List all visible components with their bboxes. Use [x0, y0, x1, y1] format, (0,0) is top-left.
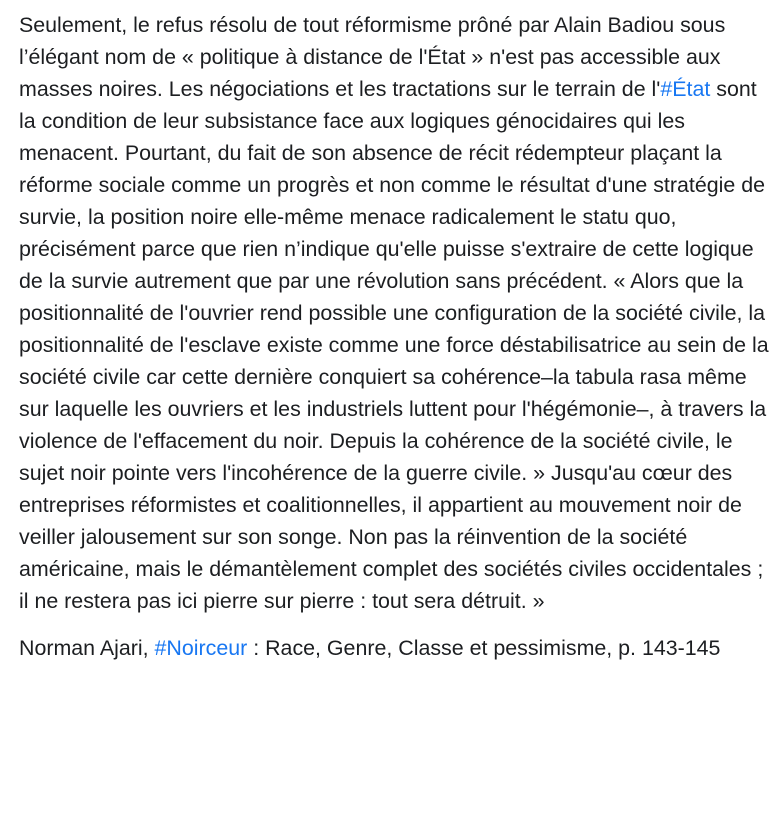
citation-paragraph	[19, 632, 770, 664]
quote-text-before-hashtag: Seulement, le refus résolu de tout réformisme prôné par Alain Badiou sous l’élégant nom de « politique à distance de l'État » n'est pas accessible aux masses noires. Les négociations et les tractations sur le terrain de l'	[19, 13, 732, 101]
hashtag-noirceur-link[interactable]: #Noirceur	[154, 636, 248, 660]
citation-source: : Race, Genre, Classe et pessimisme, p. 143-145	[247, 636, 721, 660]
quote-text-after-hashtag: sont la condition de leur subsistance face aux logiques génocidaires qui les menacent. Pourtant, du fait de son absence de récit rédempteur plaçant la réforme sociale comme un progrès et non comme le résultat d'une stratégie de survie, la position noire elle-même menace radicalement le statu quo, précisément parce que rien n’indique qu'elle puisse s'extraire de cette logique de la survie autrement que par une révolution sans précédent. « Alors que la positionnalité de l'ouvrier rend possible une configuration de la société civile, la positionnalité de l'esclave existe comme une force déstabilisatrice au sein de la société civile car cette dernière conquiert sa cohérence–la tabula rasa même sur laquelle les ouvriers et les industriels luttent pour l'hégémonie–, à travers la violence de l'effacement du noir. Depuis la cohérence de la société civile, le sujet noir pointe vers l'incohérence de la guerre civile. » Jusqu'au cœur des entreprises réformistes et coalitionnelles, il appartient au mouvement noir de veiller jalousement sur son songe. Non pas la réinvention de la société américaine, mais le démantèlement complet des sociétés civiles occidentales ; il ne restera pas ici pierre sur pierre : tout sera détruit. »	[19, 77, 775, 613]
hashtag-etat-link[interactable]: #État	[660, 77, 711, 101]
citation-author: Norman Ajari,	[19, 636, 155, 660]
quote-paragraph	[19, 9, 775, 617]
